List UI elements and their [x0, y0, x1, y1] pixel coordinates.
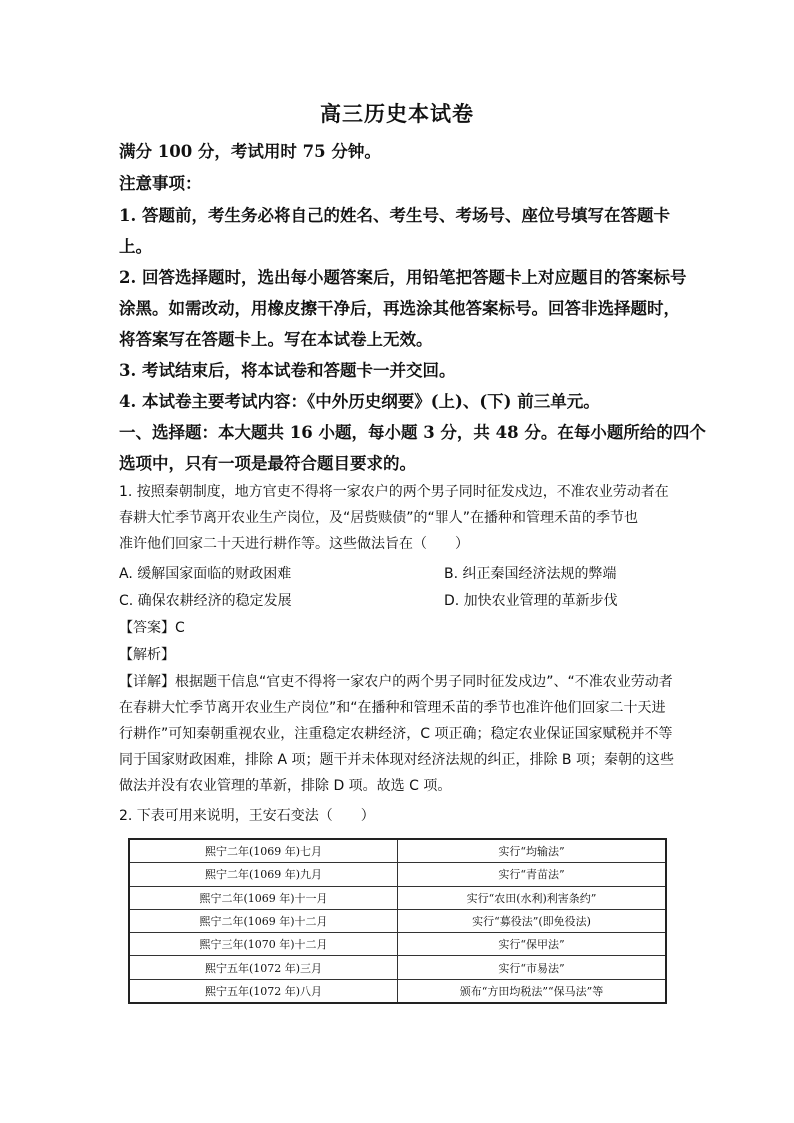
- q1-stem-line3: 准许他们回家二十天进行耕作等。这些做法旨在（ ）: [119, 536, 469, 552]
- table-row: [129, 979, 666, 1003]
- score-time-line: 满分 100 分，考试用时 75 分钟。: [119, 142, 381, 161]
- section-heading-cont: 选项中，只有一项是最符合题目要求的。: [119, 454, 416, 473]
- q1-answer: 【答案】C: [119, 620, 185, 636]
- row-date: 熙宁三年(1070 年)十二月: [129, 933, 398, 956]
- q1-detail-line3: 行耕作”可知秦朝重视农业，注重稳定农耕经济，C 项正确；稳定农业保证国家赋税并不等: [119, 726, 673, 742]
- note-2-cont2: 将答案写在答题卡上。写在本试卷上无效。: [119, 330, 433, 349]
- table-row: [129, 909, 666, 932]
- row-date: 熙宁五年(1072 年)八月: [129, 979, 398, 1003]
- table-row: [129, 863, 666, 886]
- q1-option-d: D. 加快农业管理的革新步伐: [444, 593, 618, 609]
- note-3: 3. 考试结束后，将本试卷和答题卡一并交回。: [119, 361, 456, 380]
- row-event: 颁布“方田均税法”“保马法”等: [398, 979, 667, 1003]
- note-2-cont: 涂黑。如需改动，用橡皮擦干净后，再选涂其他答案标号。回答非选择题时，: [119, 299, 680, 318]
- q1-detail-line4: 同于国家财政困难，排除 A 项；题干并未体现对经济法规的纠正，排除 B 项；秦朝的这些: [119, 752, 674, 768]
- row-event: 实行“募役法”(即免役法): [398, 909, 667, 932]
- table-row: [129, 933, 666, 956]
- note-1-cont: 上。: [119, 237, 152, 256]
- row-date: 熙宁二年(1069 年)十一月: [129, 886, 398, 909]
- q1-option-a: A. 缓解国家面临的财政困难: [119, 566, 292, 582]
- table-row: [129, 839, 666, 863]
- row-event: 实行“市易法”: [398, 956, 667, 979]
- row-date: 熙宁二年(1069 年)十二月: [129, 909, 398, 932]
- q1-analysis-label: 【解析】: [119, 647, 175, 663]
- q1-stem-line2: 春耕大忙季节离开农业生产岗位，及“居赀赎债”的“罪人”在播种和管理禾苗的季节也: [119, 510, 639, 526]
- q1-detail-line1: 【详解】根据题干信息“官吏不得将一家农户的两个男子同时征发戍边”、“不准农业劳动者: [119, 674, 673, 690]
- q1-option-c: C. 确保农耕经济的稳定发展: [119, 593, 292, 609]
- row-event: 实行“均输法”: [398, 839, 667, 863]
- q1-detail-line5: 做法并没有农业管理的革新，排除 D 项。故选 C 项。: [119, 778, 452, 794]
- table-row: [129, 886, 666, 909]
- q1-detail-line2: 在春耕大忙季节离开农业生产岗位”和“在播种和管理禾苗的季节也准许他们回家二十天进: [119, 700, 666, 716]
- q2-stem: 2. 下表可用来说明，王安石变法（ ）: [119, 808, 375, 824]
- row-date: 熙宁二年(1069 年)九月: [129, 863, 398, 886]
- row-event: 实行“青苗法”: [398, 863, 667, 886]
- reform-table: [128, 838, 667, 1004]
- note-2: 2. 回答选择题时，选出每小题答案后，用铅笔把答题卡上对应题目的答案标号: [119, 268, 687, 287]
- note-1: 1. 答题前，考生务必将自己的姓名、考生号、考场号、座位号填写在答题卡: [119, 206, 670, 225]
- row-date: 熙宁五年(1072 年)三月: [129, 956, 398, 979]
- section-heading: 一、选择题：本大题共 16 小题，每小题 3 分，共 48 分。在每小题所给的四个: [119, 423, 706, 442]
- q1-stem-line1: 1. 按照秦朝制度，地方官吏不得将一家农户的两个男子同时征发戍边，不准农业劳动者在: [119, 484, 669, 500]
- row-event: 实行“保甲法”: [398, 933, 667, 956]
- q1-option-b: B. 纠正秦国经济法规的弊端: [444, 566, 617, 582]
- note-4: 4. 本试卷主要考试内容：《中外历史纲要》(上)、(下) 前三单元。: [119, 392, 600, 411]
- row-date: 熙宁二年(1069 年)七月: [129, 839, 398, 863]
- row-event: 实行“农田(水利)利害条约”: [398, 886, 667, 909]
- notes-heading: 注意事项：: [119, 174, 202, 193]
- table-row: [129, 956, 666, 979]
- page-title: 高三历史本试卷: [320, 101, 474, 126]
